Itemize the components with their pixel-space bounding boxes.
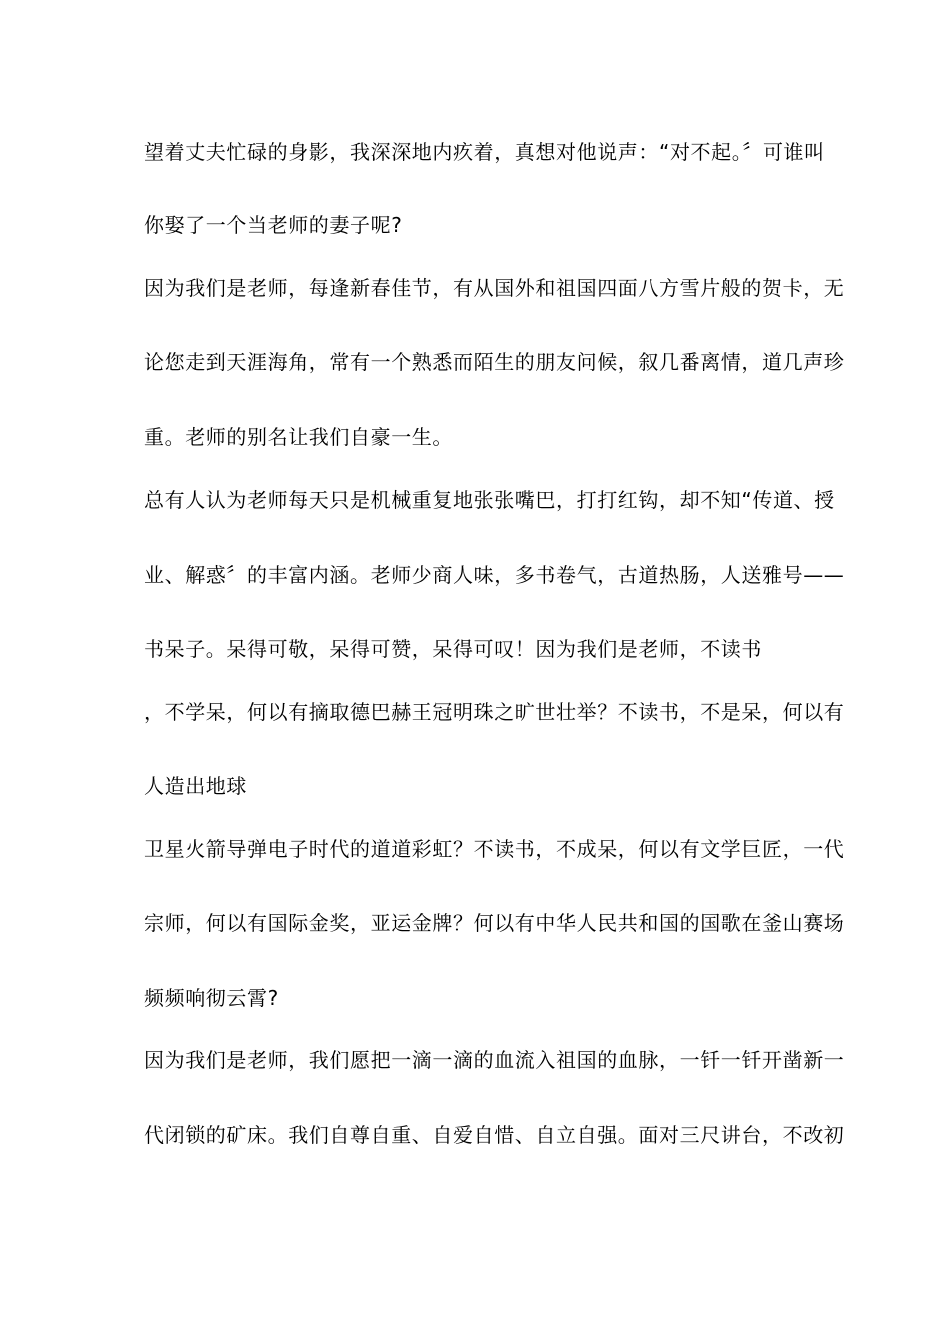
text-line-1: 望着丈夫忙碌的身影，我深深地内疚着，真想对他说声：“对不起。〞可谁叫	[144, 140, 825, 164]
text-line-7: 业、解惑〞的丰富内涵。老师少商人味，多书卷气，古道热肠，人送雅号——	[144, 563, 845, 587]
text-line-4: 论您走到天涯海角，常有一个熟悉而陌生的朋友问候，叙几番离情，道几声珍	[144, 350, 845, 374]
text-line-9: ，不学呆，何以有摘取德巴赫王冠明珠之旷世壮举？不读书，不是呆，何以有	[144, 700, 845, 724]
text-line-6: 总有人认为老师每天只是机械重复地张张嘴巴，打打红钩，却不知“传道、授	[144, 488, 835, 512]
text-line-3: 因为我们是老师，每逢新春佳节，有从国外和祖国四面八方雪片般的贺卡，无	[144, 276, 845, 300]
text-line-2: 你娶了一个当老师的妻子呢?	[144, 213, 403, 237]
text-line-10: 人造出地球	[144, 774, 247, 798]
text-line-12: 宗师，何以有国际金奖，亚运金牌？何以有中华人民共和国的国歌在釜山赛场	[144, 911, 845, 935]
text-line-5: 重。老师的别名让我们自豪一生。	[144, 425, 453, 449]
text-line-13: 频频响彻云霄?	[144, 986, 279, 1010]
text-line-8: 书呆子。呆得可敬，呆得可赞，呆得可叹！因为我们是老师，不读书	[144, 637, 762, 661]
text-line-11: 卫星火箭导弹电子时代的道道彩虹？不读书，不成呆，何以有文学巨匠，一代	[144, 837, 845, 861]
text-line-15: 代闭锁的矿床。我们自尊自重、自爱自惜、自立自强。面对三尺讲台，不改初	[144, 1123, 845, 1147]
text-line-14: 因为我们是老师，我们愿把一滴一滴的血流入祖国的血脉，一钎一钎开凿新一	[144, 1048, 845, 1072]
